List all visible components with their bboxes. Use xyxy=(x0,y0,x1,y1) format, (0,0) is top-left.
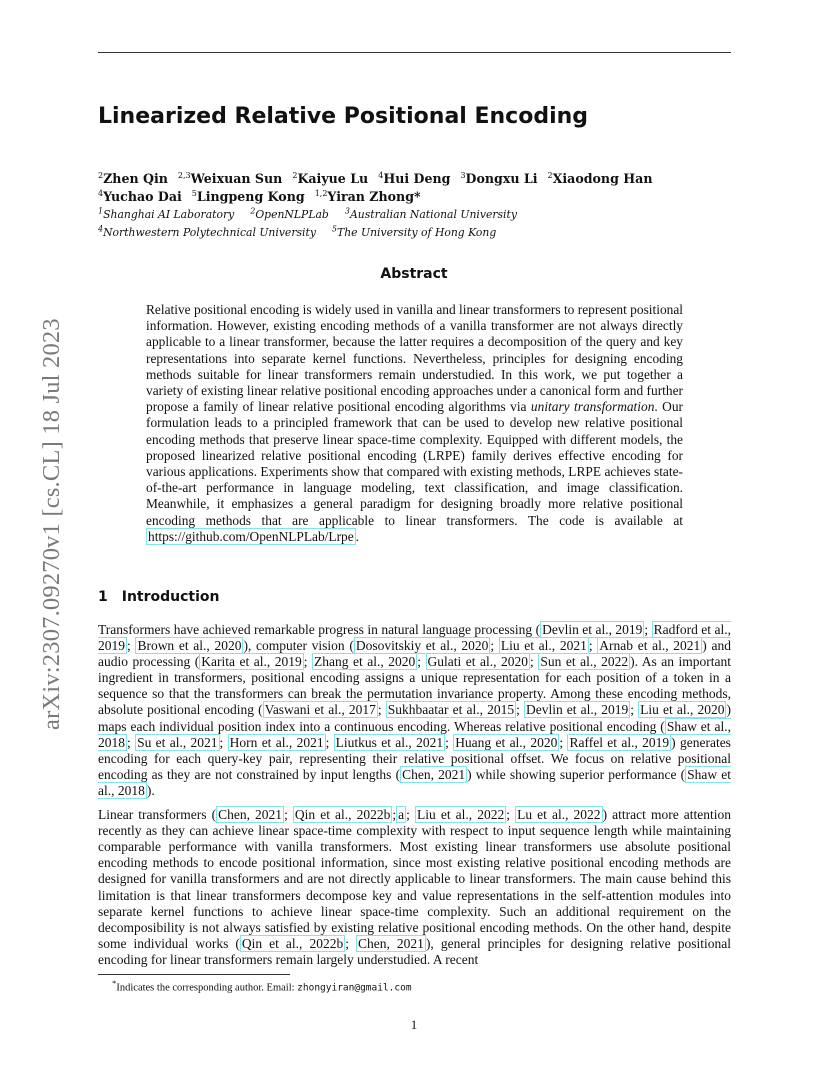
author-name: Yuchao Dai xyxy=(103,189,182,205)
affiliation xyxy=(331,223,497,239)
affiliation xyxy=(345,208,517,221)
affiliation xyxy=(250,208,329,221)
citation-link[interactable]: Horn et al., 2021 xyxy=(229,734,324,750)
affiliation xyxy=(98,223,316,239)
paragraph-text: ) generates encoding for each query-key pair, representing their relative positional offset. We focus on relative positional encoding as they are not constrained by input lengths ( xyxy=(98,734,731,782)
author-line-2 xyxy=(98,186,738,204)
author xyxy=(378,171,450,186)
affiliation-name: The University of Hong Kong xyxy=(337,225,497,239)
citation-link[interactable]: Huang et al., 2020 xyxy=(455,734,558,750)
affiliation-line-2 xyxy=(98,222,738,240)
citation-link[interactable]: Raffel et al., 2019 xyxy=(569,734,670,750)
footnote xyxy=(112,978,412,994)
abstract-text-3: . xyxy=(355,528,360,544)
citation-link[interactable]: Radford et al., 2019 xyxy=(98,622,731,654)
paragraph-text: ; xyxy=(630,702,639,718)
paragraph-text: ; xyxy=(127,734,136,750)
author xyxy=(192,189,305,204)
paragraph-text: ; xyxy=(406,807,415,823)
author xyxy=(460,171,537,186)
paragraph-text: ; xyxy=(588,638,598,654)
abstract-text-2: . Our formulation leads to a principled framework that can be used to develop new relative positional encoding methods that preserve linear space-time complexity. Equipped with different models, the proposed linearized relative positional encoding (LRPE) family derives effective encoding for various applications. Experiments show that compared with existing methods, LRPE achieves state-of-the-art performance in language modeling, text classification, and image classification. Meanwhile, it emphasizes a general paradigm for designing broadly more relative positional encoding methods that are applicable to linear transformers. The code is available at xyxy=(146,399,683,528)
paragraph-text: ). As an important ingredient in transformers, positional encoding assigns a unique representation for each position of a token in a sequence so that the transformers can break the permutation invariance property. Among these encoding methods, absolute positional encoding ( xyxy=(98,654,731,718)
citation-link[interactable]: Karita et al., 2019 xyxy=(201,654,302,670)
section-title: Introduction xyxy=(121,589,220,605)
paragraph-text: ; xyxy=(127,638,136,654)
paragraph-text: ). xyxy=(146,782,155,798)
author-sup: 1,2 xyxy=(314,189,328,199)
author-name: Hui Deng xyxy=(383,171,451,187)
author-sup: 3 xyxy=(460,171,466,180)
section-heading xyxy=(98,589,220,605)
abstract-emphasis: unitary transformation xyxy=(530,399,655,415)
citation-link[interactable]: Qin et al., 2022b xyxy=(294,807,391,823)
author-name: Kaiyue Lu xyxy=(297,171,369,187)
paragraph-text: ) while showing superior performance ( xyxy=(467,766,686,782)
paragraph-text: ; xyxy=(303,654,313,670)
paragraph-text: ; xyxy=(377,702,386,718)
footnote-email[interactable]: zhongyiran@gmail.com xyxy=(297,982,412,994)
citation-link[interactable]: Sukhbaatar et al., 2015 xyxy=(387,702,515,718)
arxiv-identifier: arXiv:2307.09270v1 [cs.CL] 18 Jul 2023 xyxy=(38,318,65,730)
paragraph-text: ; xyxy=(506,807,516,823)
abstract-text-1: Relative positional encoding is widely used in vanilla and linear transformers to represent positional information. However, existing encoding methods of a vanilla transformer are not always directly applicable to a linear transformer, because the latter requires a decomposition of the query and key representations into separate kernel functions. Nevertheless, principles for designing encoding methods suitable for linear transformers remain understudied. In this work, we put together a variety of existing linear relative positional encoding approaches under a canonical form and further propose a family of linear relative positional encoding algorithms via xyxy=(146,302,683,415)
introduction-body xyxy=(98,622,731,976)
citation-link[interactable]: Gulati et al., 2020 xyxy=(427,654,529,670)
paragraph-text: Linear transformers ( xyxy=(98,807,217,823)
author-name: Dongxu Li xyxy=(465,171,538,187)
affiliation-name: OpenNLPLab xyxy=(255,207,329,221)
code-url-link[interactable]: https://github.com/OpenNLPLab/Lrpe xyxy=(148,528,354,544)
affiliation-line-1 xyxy=(98,204,738,222)
author xyxy=(548,171,653,186)
citation-link[interactable]: Chen, 2021 xyxy=(358,935,424,951)
header-rule xyxy=(98,52,731,53)
abstract-body xyxy=(146,302,683,545)
author-name: Lingpeng Kong xyxy=(196,189,305,205)
paragraph-text: ) and audio processing ( xyxy=(98,638,731,670)
paragraph-text: ; xyxy=(445,734,454,750)
paragraph-text: ), computer vision ( xyxy=(243,638,354,654)
citation-link[interactable]: Devlin et al., 2019 xyxy=(542,622,643,637)
citation-link[interactable]: Su et al., 2021 xyxy=(137,734,218,750)
page-number: 1 xyxy=(410,1017,418,1032)
affiliation-name: Northwestern Polytechnical University xyxy=(103,225,316,239)
paragraph-text: ; xyxy=(559,734,568,750)
affiliation-sup: 2 xyxy=(250,206,256,216)
author xyxy=(98,171,168,186)
paragraph-text: ; xyxy=(417,654,426,670)
citation-link[interactable]: Liu et al., 2020 xyxy=(640,702,725,718)
author-name: Yiran Zhong* xyxy=(327,189,421,205)
author-sup: 5 xyxy=(191,189,197,199)
affiliation-sup: 3 xyxy=(344,206,350,216)
affiliation-sup: 4 xyxy=(98,223,104,233)
author-sup: 2 xyxy=(292,171,298,180)
citation-link[interactable]: Sun et al., 2022 xyxy=(540,654,629,670)
affiliation xyxy=(98,208,234,221)
footnote-rule xyxy=(98,974,290,975)
affiliation-sup: 1 xyxy=(98,206,104,216)
citation-link[interactable]: Lu et al., 2022 xyxy=(517,807,601,823)
author xyxy=(178,171,282,186)
paragraph-text: ; xyxy=(644,622,652,637)
citation-link[interactable]: Shaw et al., 2018 xyxy=(98,766,731,798)
author-line-1 xyxy=(98,168,738,186)
citation-link[interactable]: a xyxy=(398,807,405,823)
author-block xyxy=(98,168,738,240)
citation-link[interactable]: Zhang et al., 2020 xyxy=(314,654,416,670)
paragraph-text: ; xyxy=(345,935,357,951)
author-name: Zhen Qin xyxy=(103,171,168,187)
citation-link[interactable]: Vaswani et al., 2017 xyxy=(264,702,376,718)
affiliation-name: Shanghai AI Laboratory xyxy=(103,207,235,221)
section-number: 1 xyxy=(98,589,108,605)
paragraph-text: ; xyxy=(284,807,293,823)
paragraph-text: Transformers have achieved remarkable progress in natural language processing ( xyxy=(98,622,541,637)
citation-link[interactable]: Dosovitskiy et al., 2020 xyxy=(355,638,489,654)
affiliation-sup: 5 xyxy=(331,223,338,233)
citation-link[interactable]: Liu et al., 2022 xyxy=(417,807,505,823)
abstract-heading: Abstract xyxy=(380,266,448,282)
author-sup: 4 xyxy=(98,189,104,199)
citation-link[interactable]: Liutkus et al., 2021 xyxy=(335,734,444,750)
paper-title: Linearized Relative Positional Encoding xyxy=(98,104,589,129)
citation-link[interactable]: Qin et al., 2022b xyxy=(241,935,344,951)
author xyxy=(315,189,421,204)
citation-link[interactable]: Liu et al., 2021 xyxy=(500,638,587,654)
intro-paragraph-1 xyxy=(98,622,731,799)
citation-link[interactable]: Brown et al., 2020 xyxy=(137,638,242,654)
paragraph-text: ) attract more attention recently as they can achieve linear space-time complexity with respect to input sequence length while maintaining comparable performance with vanilla transformers. Most existing linear transformers use absolute positional encoding methods to encode positional information, since most existing relative positional encoding methods are designed for vanilla transformers and are not directly applicable to linear transformers. The main cause behind this limitation is that linear transformers decompose key and value representations in the self-attention modules into separate kernel functions to achieve linear space-time complexity. Such an additional requirement on the decomposibility is not always satisfied by existing relative positional encoding methods. On the other hand, despite some individual works ( xyxy=(98,807,731,951)
intro-paragraph-2 xyxy=(98,807,731,968)
citation-link[interactable]: Devlin et al., 2019 xyxy=(525,702,629,718)
paragraph-text: ; xyxy=(325,734,334,750)
paragraph-text: ), general principles for designing relative positional encoding for linear transformers remain largely understudied. A recent xyxy=(98,935,731,967)
affiliation-name: Australian National University xyxy=(349,207,517,221)
author-sup: 2,3 xyxy=(177,171,191,180)
paragraph-text: ; xyxy=(530,654,539,670)
citation-link[interactable]: Chen, 2021 xyxy=(402,766,466,782)
author-name: Xiaodong Han xyxy=(552,171,653,187)
paragraph-text: ; xyxy=(219,734,228,750)
paragraph-text: ; xyxy=(516,702,524,718)
paragraph-text: ; xyxy=(490,638,499,654)
citation-link[interactable]: Chen, 2021 xyxy=(218,807,283,823)
paragraph-text: ; xyxy=(392,807,397,823)
footnote-mark: * xyxy=(112,978,117,988)
footnote-text: Indicates the corresponding author. Email: xyxy=(116,982,298,994)
author-name: Weixuan Sun xyxy=(190,171,283,187)
author-sup: 4 xyxy=(378,171,384,180)
author-sup: 2 xyxy=(98,171,104,180)
author xyxy=(98,189,182,204)
author xyxy=(292,171,368,186)
citation-link[interactable]: Arnab et al., 2021 xyxy=(599,638,701,654)
citation-link[interactable]: Shaw et al., 2018 xyxy=(98,718,731,750)
paragraph-text: ) maps each individual position index into a continuous encoding. Whereas relative positional encoding ( xyxy=(98,702,731,734)
author-sup: 2 xyxy=(547,171,553,180)
